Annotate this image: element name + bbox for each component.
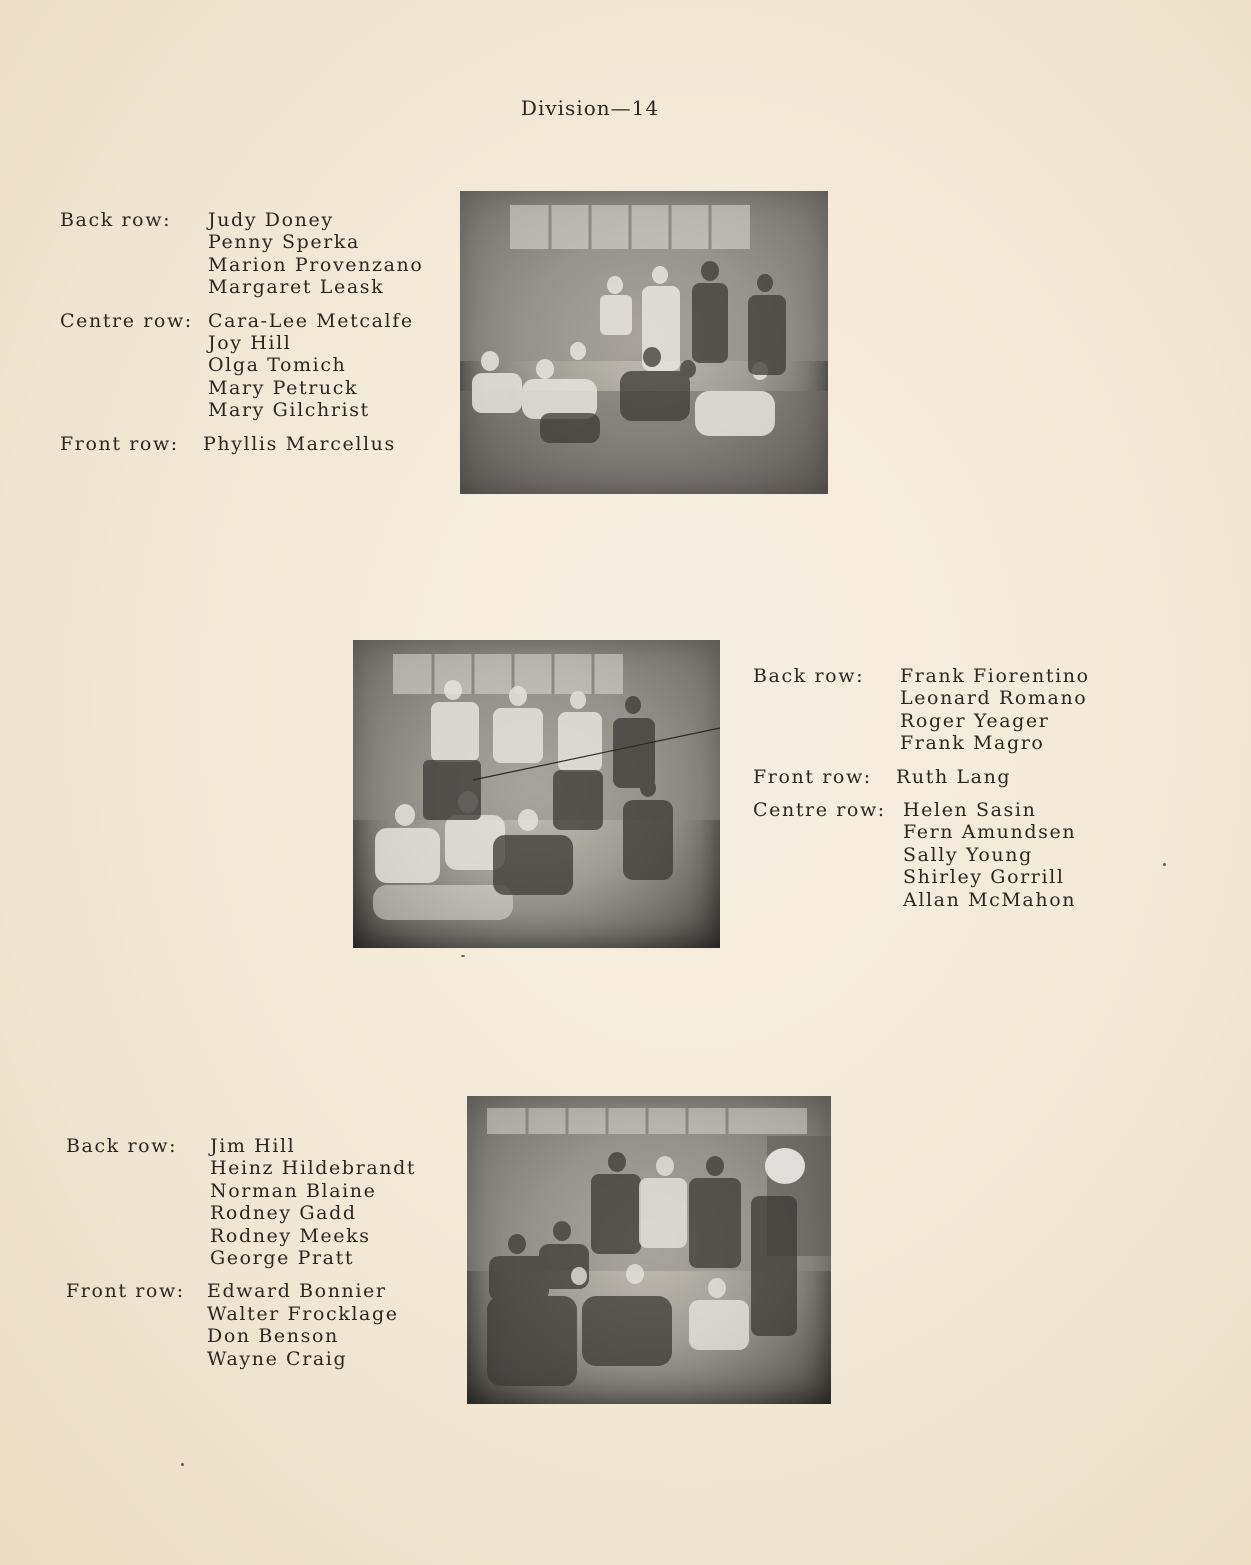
person-name: Cara-Lee Metcalfe: [208, 309, 414, 332]
person-name: Jim Hill: [210, 1135, 296, 1157]
person-name: Don Benson: [207, 1325, 339, 1348]
page-title: Division—14: [520, 96, 660, 120]
caption-row: [753, 799, 1090, 911]
person-name: Sally Young: [903, 843, 1033, 866]
person-name: Leonard Romano: [900, 687, 1088, 710]
person-name: Wayne Craig: [207, 1347, 348, 1370]
person-name: Penny Sperka: [208, 231, 360, 254]
person-name: Rodney Meeks: [210, 1224, 371, 1247]
person-name: George Pratt: [210, 1247, 355, 1270]
person-name: Shirley Gorrill: [903, 866, 1065, 889]
caption-group-1: [60, 209, 423, 466]
row-label: Back row:: [66, 1135, 178, 1157]
row-label: Front row:: [60, 432, 179, 455]
person-name: Mary Gilchrist: [208, 399, 370, 422]
photo-image: [460, 191, 828, 494]
person-name: Joy Hill: [208, 332, 292, 355]
person-name: Walter Frocklage: [207, 1302, 399, 1325]
person-name: Rodney Gadd: [210, 1202, 357, 1225]
person-name: Fern Amundsen: [903, 821, 1077, 844]
row-label: Back row:: [753, 665, 865, 687]
person-name: Heinz Hildebrandt: [210, 1157, 417, 1180]
caption-group-3: [66, 1135, 416, 1381]
person-name: Roger Yeager: [900, 709, 1050, 732]
photo-image: [353, 640, 720, 948]
person-name: Ruth Lang: [896, 765, 1012, 788]
caption-row: [60, 209, 423, 299]
person-name: Judy Doney: [208, 209, 334, 231]
caption-row: [66, 1280, 416, 1370]
person-name: Frank Fiorentino: [900, 665, 1090, 687]
person-name: Olga Tomich: [208, 354, 347, 377]
row-label: Front row:: [66, 1280, 185, 1303]
person-name: Edward Bonnier: [207, 1280, 387, 1303]
row-label: Front row:: [753, 765, 872, 788]
person-name: Norman Blaine: [210, 1179, 377, 1202]
person-name: Margaret Leask: [208, 276, 385, 299]
person-name: Marion Provenzano: [208, 253, 424, 276]
caption-row: [66, 1135, 416, 1269]
group-photo-1: [460, 191, 828, 494]
paper-speck: [181, 1463, 184, 1466]
photo-image: [467, 1096, 831, 1404]
group-photo-3: [467, 1096, 831, 1404]
row-label: Centre row:: [60, 309, 193, 332]
row-label: Centre row:: [753, 799, 886, 822]
row-label: Back row:: [60, 209, 172, 231]
caption-row: [753, 665, 1090, 755]
caption-row: [60, 433, 423, 455]
paper-speck: [1163, 863, 1166, 866]
caption-row: [753, 766, 1090, 788]
group-photo-2: [353, 640, 720, 948]
caption-row: [60, 310, 423, 422]
person-name: Mary Petruck: [208, 376, 359, 399]
paper-speck: [461, 955, 465, 957]
person-name: Frank Magro: [900, 732, 1045, 755]
person-name: Allan McMahon: [903, 888, 1077, 911]
person-name: Helen Sasin: [903, 799, 1037, 822]
caption-group-2: [753, 665, 1090, 922]
person-name: Phyllis Marcellus: [203, 432, 396, 455]
